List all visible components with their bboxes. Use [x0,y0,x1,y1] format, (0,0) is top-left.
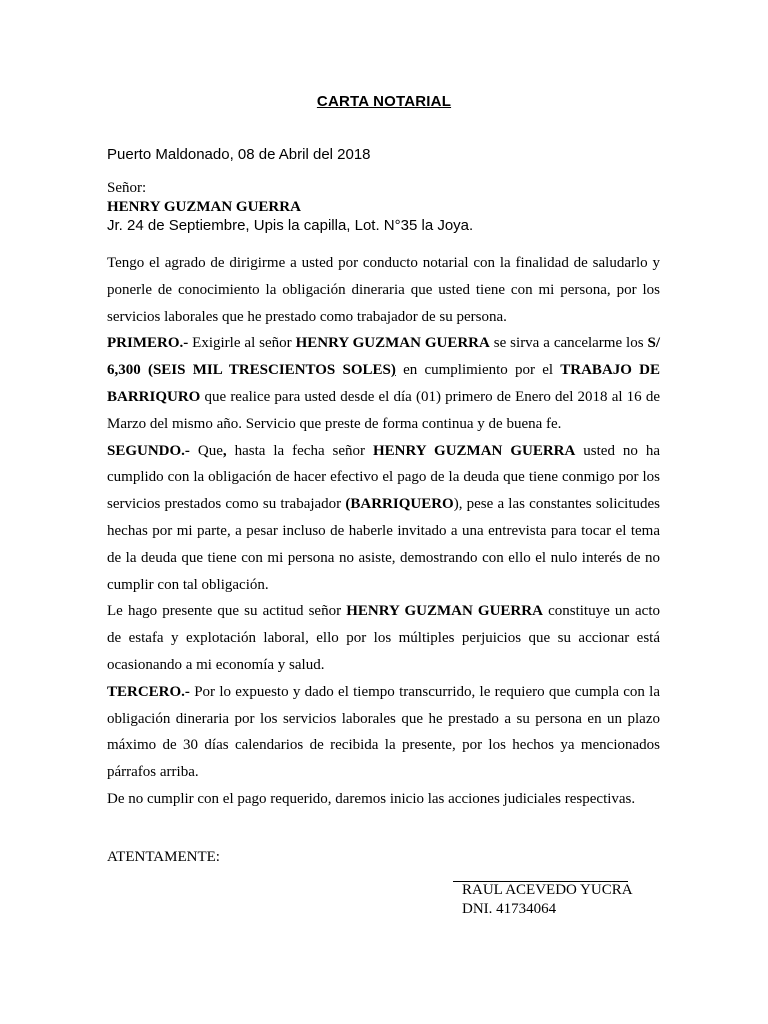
presente-text-2: constituye un acto de estafa y explotación laboral, ello por los múltiples perjuicios que su accionar está ocasionando a mi economía y salud. [107,603,660,673]
primero-text-4: que realice para usted desde el día (01) primero de Enero del 2018 al 16 de Marzo del mismo año. Servicio que preste de forma continua y de buena fe. [107,388,660,432]
primero-text-3: en cumplimiento por el [395,362,561,379]
segundo-text-4: ), pese a las constantes solicitudes hechas por mi parte, a pesar incluso de haberle invitado a una entrevista para tocar el tema de la deuda que tiene con mi persona no asiste, demostrando con ello el nulo interés de no cumplir con tal obligación. [107,496,660,593]
signer-dni: DNI. 41734064 [462,901,557,917]
primero-paragraph [107,330,660,437]
final-paragraph: De no cumplir con el pago requerido, daremos inicio las acciones judiciales respectivas. [107,790,636,807]
salutation: Señor: [107,180,147,196]
presente-text-1: Le hago presente que su actitud señor [107,603,347,620]
segundo-role: (BARRIQUERO [345,496,454,513]
segundo-text-3: usted no ha cumplido con la obligación de hacer efectivo el pago de la deuda que tiene conmigo por los servicios prestados como su trabajador [107,442,660,513]
closing: ATENTAMENTE: [107,849,220,865]
segundo-text-2: hasta la fecha señor [226,442,373,459]
addressee-address: Jr. 24 de Septiembre, Upis la capilla, Lot. N°35 la Joya. [107,217,474,234]
primero-amount-close: ) [390,362,396,379]
signer-name: RAUL ACEVEDO YUCRA [462,882,633,898]
tercero-text-1: Por lo expuesto y dado el tiempo transcurrido, le requiero que cumpla con la obligación dineraria por los servicios laborales que he prestado a su persona en un plazo máximo de 30 días calendarios de recibida la presente, por los hechos ya mencionados párrafos arriba. [107,683,660,781]
segundo-label: SEGUNDO.- [107,442,190,459]
place-date: Puerto Maldonado, 08 de Abril del 2018 [107,146,371,163]
primero-name: HENRY GUZMAN GUERRA [295,335,490,352]
intro-paragraph: Tengo el agrado de dirigirme a usted por conducto notarial con la finalidad de saludarlo y ponerle de conocimiento la obligación dineraria que usted tiene con mi persona, por los servicios laborales que he prestado como trabajador de su persona. [107,255,660,325]
tercero-label: TERCERO.- [107,683,190,700]
segundo-paragraph [107,438,660,599]
segundo-text-1: Que [189,442,223,459]
primero-work: TRABAJO DE BARRIQURO [107,362,660,405]
letter-body [107,250,660,813]
primero-amount: S/ 6,300 (SEIS MIL TRESCIENTOS SOLES [107,335,660,379]
tercero-paragraph [107,679,660,786]
primero-text-2: se sirva a cancelarme los [489,335,648,352]
presente-name: HENRY GUZMAN GUERRA [346,603,543,620]
segundo-comma: , [222,442,227,459]
presente-paragraph [107,598,660,678]
segundo-name: HENRY GUZMAN GUERRA [373,442,576,459]
letter-title: CARTA NOTARIAL [316,93,452,110]
primero-label: PRIMERO.- [107,335,189,352]
primero-text-1: Exigirle al señor [188,335,296,352]
addressee-name: HENRY GUZMAN GUERRA [107,199,301,215]
